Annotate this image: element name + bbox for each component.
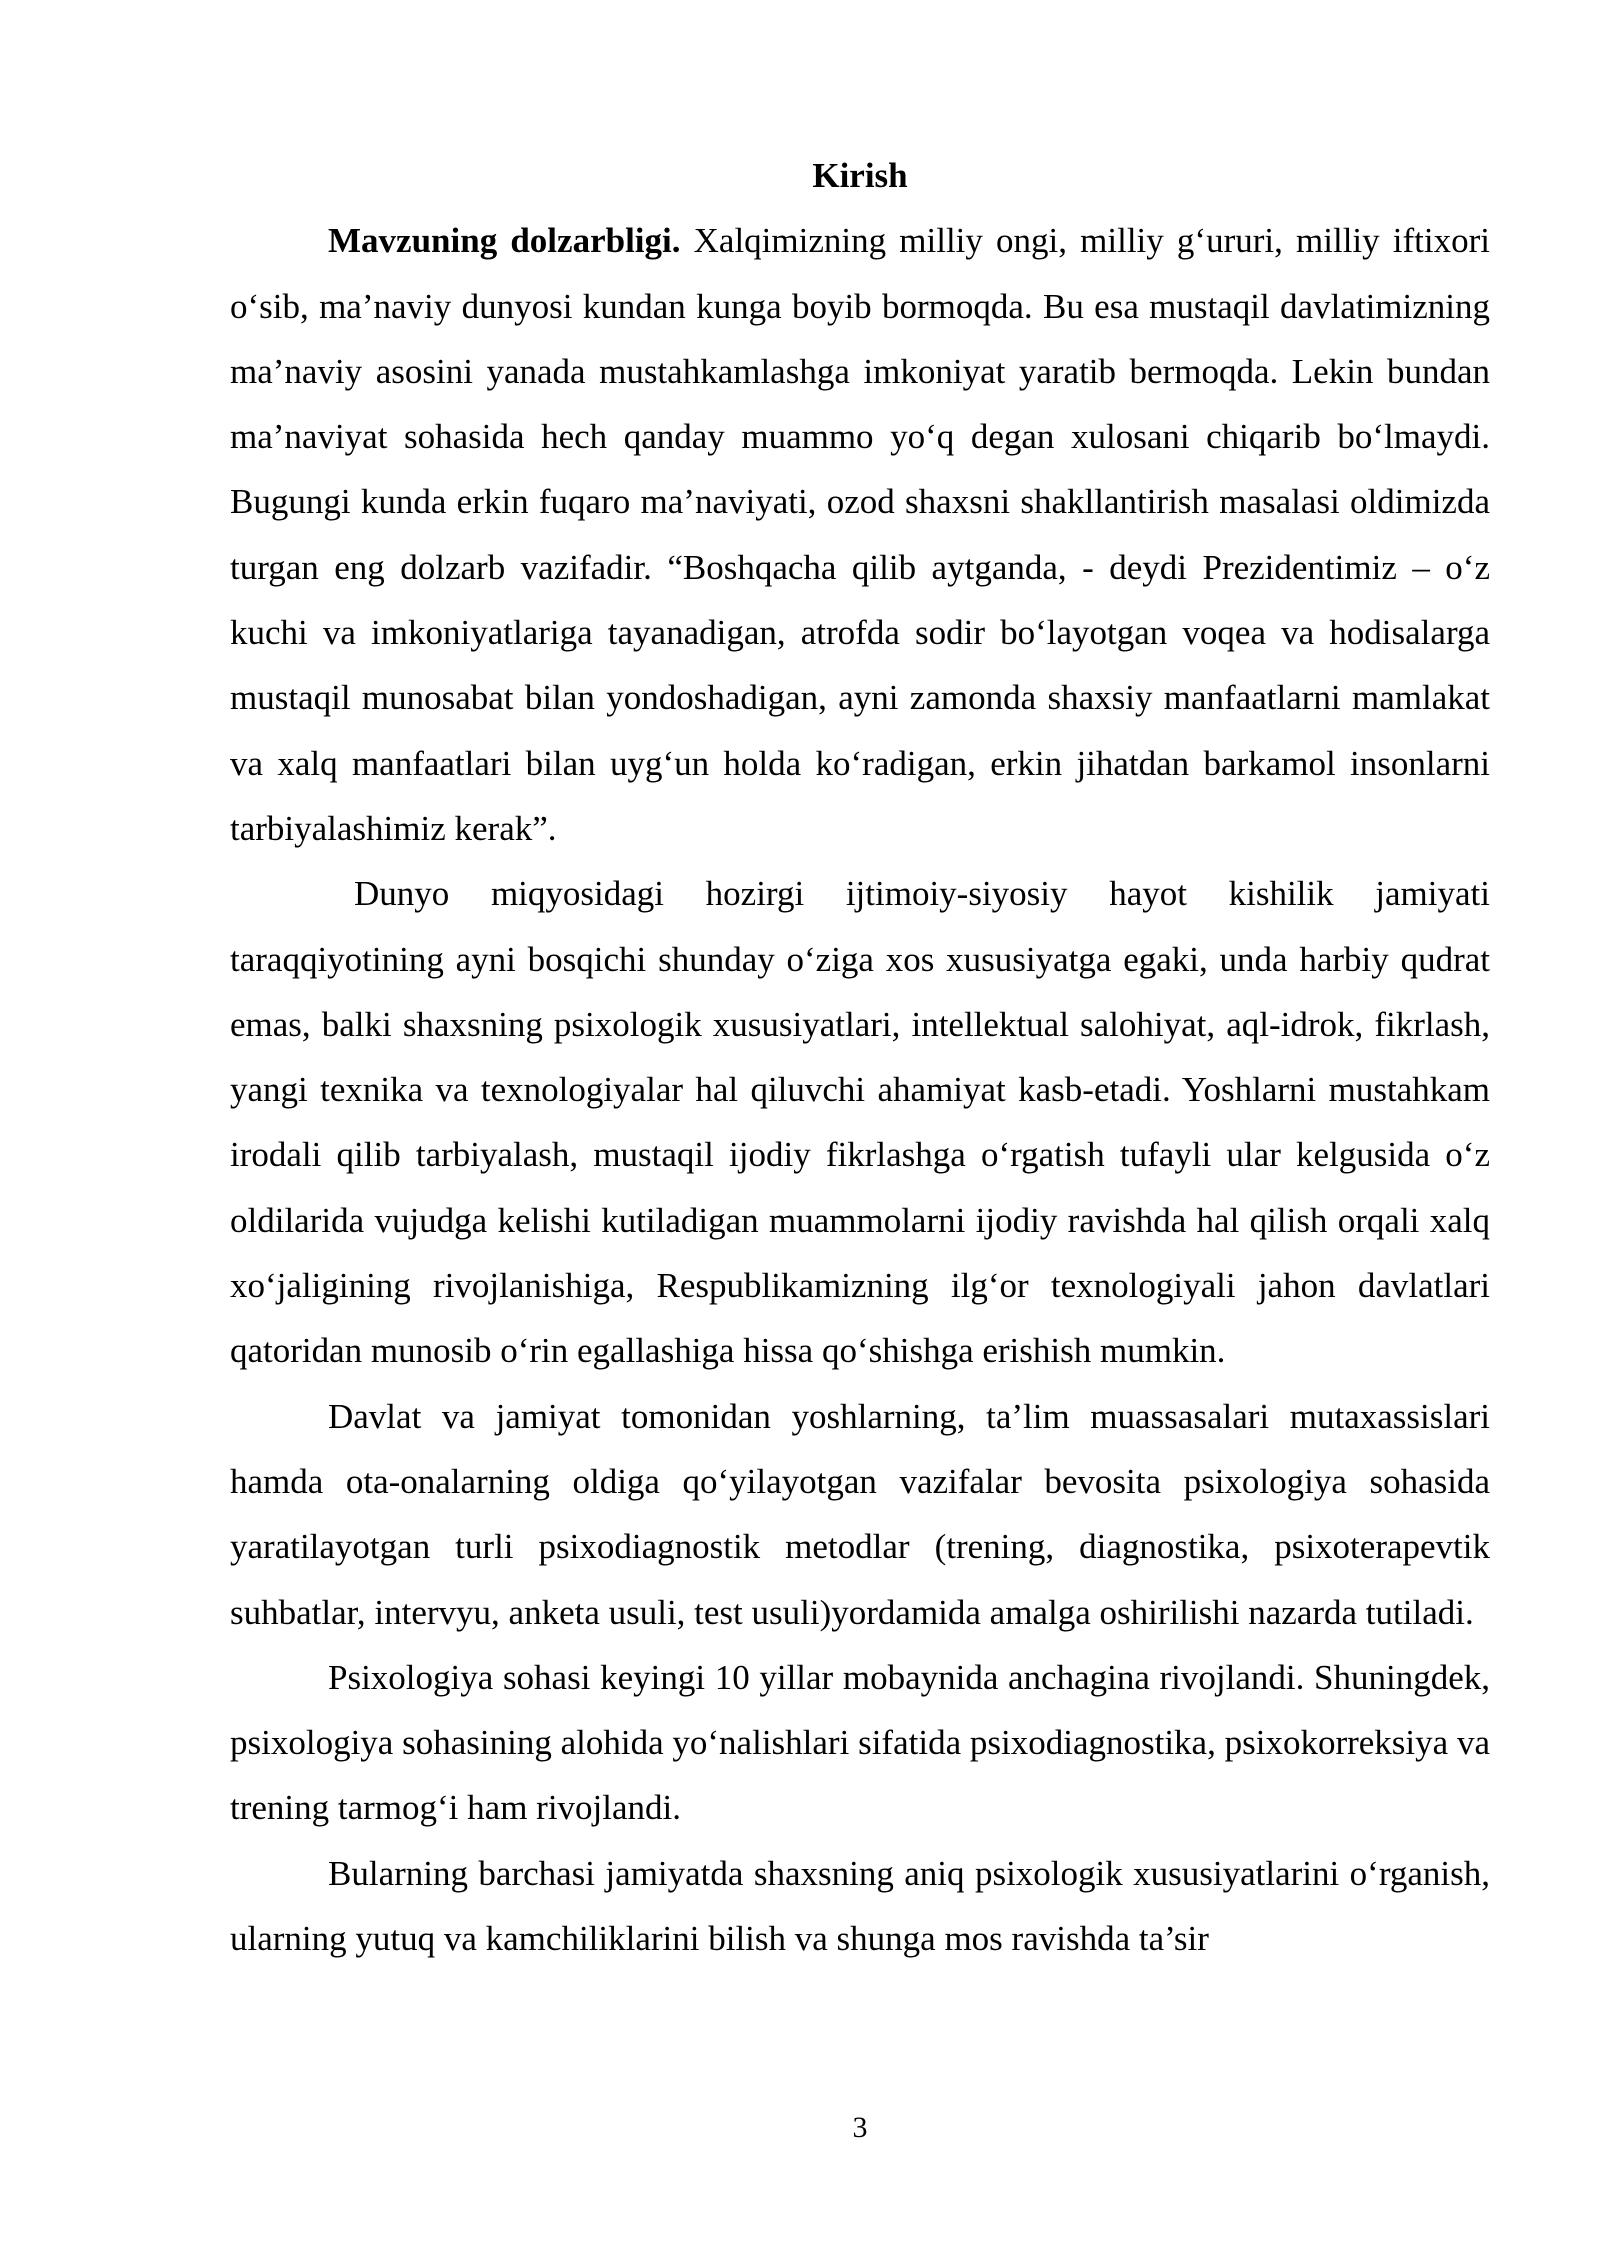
paragraph-lead: Mavzuning dolzarbligi. xyxy=(328,221,681,261)
paragraph: Psixologiya sohasi keyingi 10 yillar mobaynida anchagina rivojlandi. Shuningdek, psixologiya sohasining alohida yo‘nalishlari sifatida psixodiagnostika, psixokorreksiya va trening tarmog‘i ham rivojlandi. xyxy=(230,1657,1490,1828)
page-content xyxy=(230,143,1490,1971)
section-heading: Kirish xyxy=(812,156,908,195)
paragraph: Bularning barchasi jamiyatda shaxsning aniq psixologik xususiyatlarini o‘rganish, ularning yutuq va kamchiliklarini bilish va shunga mos ravishda ta’sir xyxy=(230,1853,1490,1959)
paragraph: Dunyo miqyosidagi hozirgi ijtimoiy-siyosiy hayot kishilik jamiyati taraqqiyotining ayni bosqichi shunday o‘ziga xos xususiyatga egaki, unda harbiy qudrat emas, balki shaxsning psixologik xususiyatlari, intellektual salohiyat, aql-idrok, fikrlash, yangi texnika va texnologiyalar hal qiluvchi ahamiyat kasb-etadi. Yoshlarni mustahkam irodali qilib tarbiyalash, mustaqil ijodiy fikrlashga o‘rgatish tufayli ular kelgusida o‘z oldilarida vujudga kelishi kutiladigan muammolarni ijodiy ravishda hal qilish orqali xalq xo‘jaligining rivojlanishiga, Respublikamizning ilg‘or texnologiyali jahon davlatlari qatoridan munosib o‘rin egallashiga hissa qo‘shishga erishish mumkin. xyxy=(230,874,1490,1371)
paragraph-relevance xyxy=(230,208,1490,861)
paragraph-text: Xalqimizning milliy ongi, milliy g‘ururi, milliy iftixori o‘sib, ma’naviy dunyosi kundan kunga boyib bormoqda. Bu esa mustaqil davlatimizning ma’naviy asosini yanada mustahkamlashga imkoniyat yaratib bermoqda. Lekin bundan ma’naviyat sohasida hech qanday muammo yo‘q degan xulosani chiqarib bo‘lmaydi. Bugungi kunda erkin fuqaro ma’naviyati, ozod shaxsni shakllantirish masalasi oldimizda turgan eng dolzarb vazifadir. “Boshqacha qilib aytganda, - deydi Prezidentimiz – o‘z kuchi va imkoniyatlariga tayanadigan, atrofda sodir bo‘layotgan voqea va hodisalarga mustaqil munosabat bilan yondoshadigan, ayni zamonda shaxsiy manfaatlarni mamlakat va xalq manfaatlari bilan uyg‘un holda ko‘radigan, erkin jihatdan barkamol insonlarni tarbiyalashimiz kerak”. xyxy=(230,221,1491,848)
page-number: 3 xyxy=(852,2111,868,2144)
paragraph: Davlat va jamiyat tomonidan yoshlarning, ta’lim muassasalari mutaxassislari hamda ota-onalarning oldiga qo‘yilayotgan vazifalar bevosita psixologiya sohasida yaratilayotgan turli psixodiagnostik metodlar (trening, diagnostika, psixoterapevtik suhbatlar, intervyu, anketa usuli, test usuli)yordamida amalga oshirilishi nazarda tutiladi. xyxy=(230,1396,1490,1632)
